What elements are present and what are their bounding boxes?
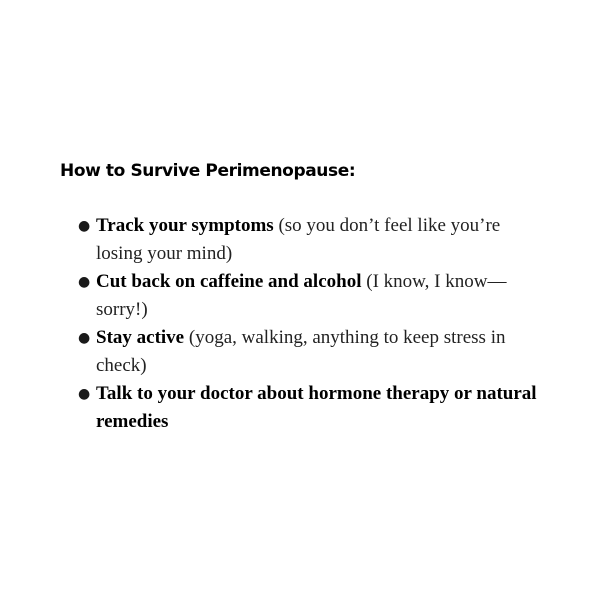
bullet-icon: ● (78, 386, 91, 402)
tip-title: Stay active (96, 327, 185, 348)
list-item (78, 212, 540, 268)
section-heading: How to Survive Perimenopause: (60, 161, 356, 181)
tip-title: Cut back on caffeine and alcohol (96, 271, 362, 292)
tips-list (60, 212, 540, 436)
bullet-icon: ● (78, 274, 91, 290)
tip-title: Talk to your doctor about hormone therapy or natural remedies (96, 383, 537, 432)
list-item (78, 268, 540, 324)
article-content (60, 156, 540, 436)
tip-title: Track your symptoms (96, 215, 274, 236)
list-item (78, 380, 540, 436)
list-item (78, 324, 540, 380)
tip-detail: (yoga, walking, anything to keep stress in check) (96, 327, 506, 376)
tip-detail: (I know, I know— sorry!) (96, 271, 507, 320)
tip-detail: (so you don’t feel like you’re losing your mind) (96, 215, 501, 264)
bullet-icon: ● (78, 330, 91, 346)
bullet-icon: ● (78, 218, 91, 234)
